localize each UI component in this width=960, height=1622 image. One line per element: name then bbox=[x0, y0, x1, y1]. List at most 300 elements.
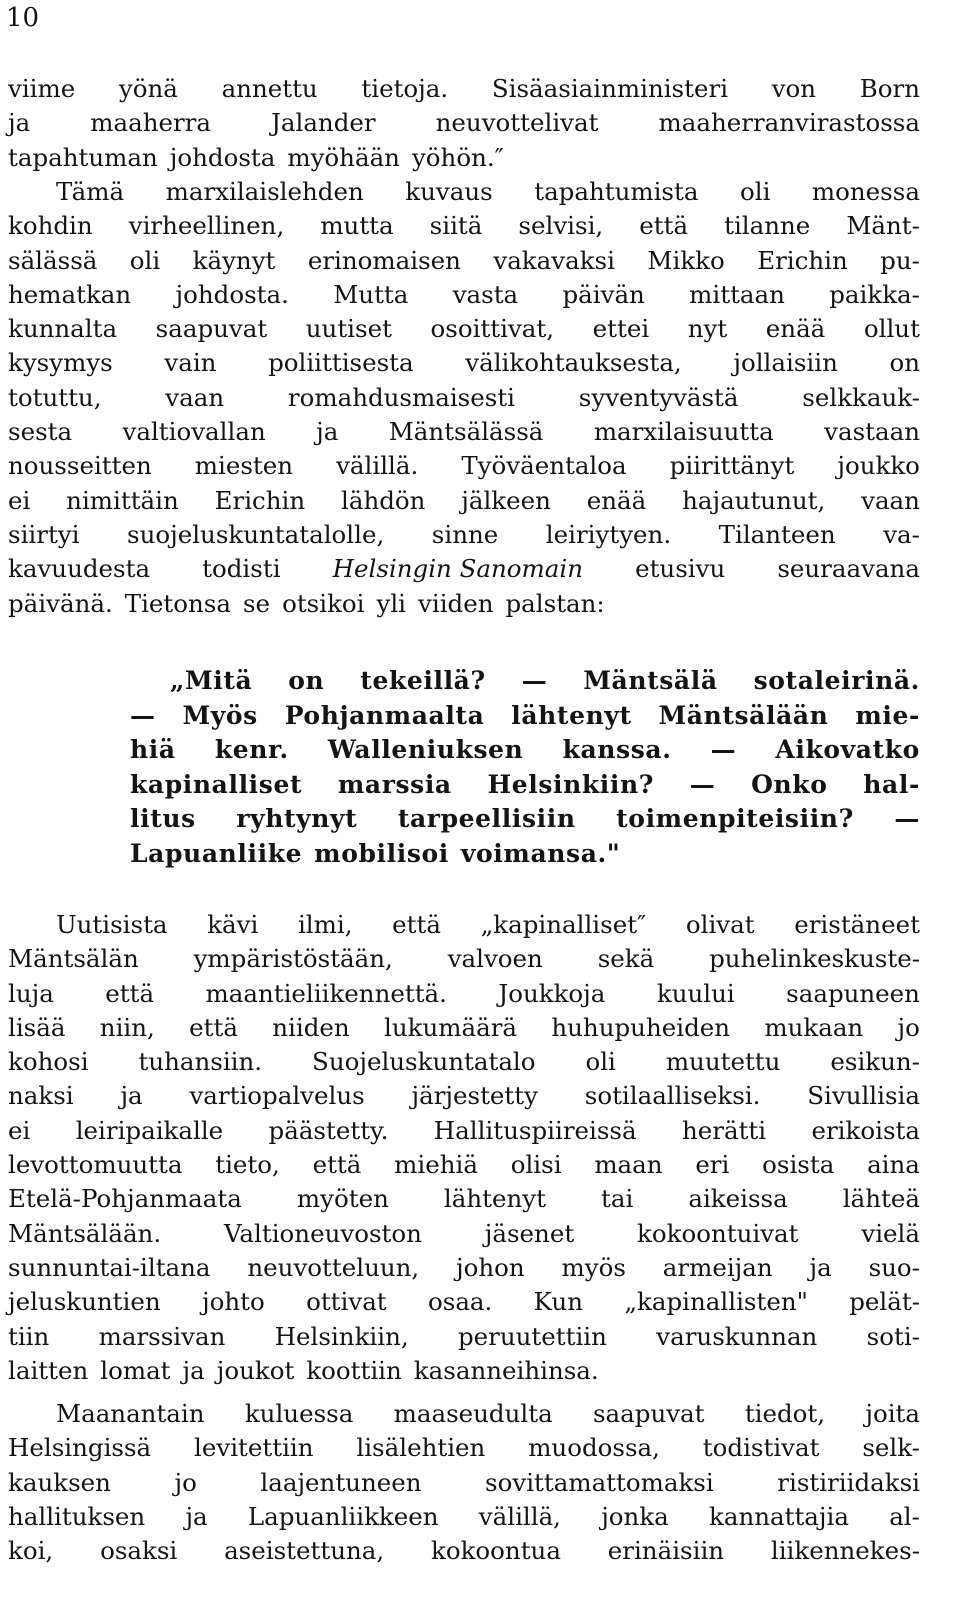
word: otsikoi bbox=[282, 588, 365, 618]
text-line bbox=[8, 1079, 920, 1113]
word: tietoja. bbox=[361, 74, 449, 103]
word: Mäntsälän bbox=[8, 944, 139, 974]
word: Mutta bbox=[333, 279, 409, 309]
word: erinomaisen bbox=[307, 245, 461, 275]
word: jälkeen bbox=[461, 485, 551, 515]
word: kohosi bbox=[8, 1047, 89, 1077]
word: Aikovatko bbox=[775, 735, 920, 764]
word: saapuneen bbox=[786, 978, 920, 1008]
word: ja bbox=[809, 1252, 832, 1282]
word: Tämä bbox=[56, 177, 125, 206]
word: osista bbox=[762, 1150, 835, 1180]
word: huhupuheiden bbox=[551, 1012, 731, 1042]
word: oli bbox=[129, 245, 161, 275]
word: vastaan bbox=[824, 417, 920, 447]
word: selkkauk- bbox=[802, 382, 920, 412]
word: ollut bbox=[863, 314, 920, 344]
word: jonka bbox=[601, 1501, 669, 1531]
word: tieto, bbox=[215, 1150, 280, 1180]
word: monessa bbox=[811, 177, 920, 206]
word: kunnalta bbox=[8, 314, 118, 344]
word: puhelinkeskuste- bbox=[709, 944, 920, 974]
word: maaherra bbox=[90, 108, 212, 138]
text-line bbox=[8, 278, 920, 312]
word: Etelä-Pohjanmaata bbox=[8, 1184, 242, 1214]
word: mobilisoi bbox=[314, 838, 449, 868]
word: jeluskuntien bbox=[8, 1287, 161, 1317]
text-line bbox=[130, 699, 920, 734]
word: johdosta. bbox=[175, 279, 289, 309]
word: jo bbox=[897, 1012, 920, 1042]
word: annettu bbox=[221, 74, 318, 103]
page-number: 10 bbox=[6, 3, 40, 33]
word: aikeissa bbox=[688, 1184, 788, 1214]
word: päivän bbox=[562, 279, 645, 309]
word: romahdusmaisesti bbox=[287, 382, 516, 412]
text-line bbox=[8, 72, 920, 106]
word: ottivat bbox=[306, 1287, 387, 1317]
word: olivat bbox=[685, 910, 755, 939]
word: osoittivat, bbox=[430, 314, 555, 344]
text-line bbox=[8, 106, 920, 140]
word: kävi bbox=[207, 910, 259, 939]
word: — bbox=[689, 769, 716, 799]
word: kohdin bbox=[8, 211, 93, 241]
quoted-headline bbox=[130, 664, 920, 871]
word: enää bbox=[586, 485, 647, 515]
word: yöhön.″ bbox=[411, 142, 504, 172]
word: olisi bbox=[510, 1150, 562, 1180]
word: maaherranvirastossa bbox=[658, 108, 920, 138]
word: tekeillä? bbox=[360, 666, 486, 695]
word: mie- bbox=[855, 700, 920, 730]
word: sinne bbox=[431, 519, 499, 549]
word: jollaisiin bbox=[733, 348, 838, 378]
word: aseistettuna, bbox=[224, 1536, 385, 1566]
word: Jalander bbox=[271, 108, 376, 138]
word: lähdön bbox=[341, 485, 426, 515]
text-line bbox=[8, 1182, 920, 1216]
word: etusivu bbox=[635, 554, 726, 584]
word: vaan bbox=[165, 382, 225, 412]
word: — bbox=[130, 700, 156, 730]
word: että bbox=[105, 978, 155, 1008]
word: hal- bbox=[863, 769, 920, 799]
word: marssia bbox=[337, 769, 452, 799]
text-line bbox=[130, 733, 920, 768]
word: armeijan bbox=[662, 1252, 773, 1282]
word: Valtioneuvoston bbox=[223, 1218, 422, 1248]
word: soti- bbox=[866, 1321, 920, 1351]
word: liikennekes- bbox=[770, 1536, 920, 1566]
word: — bbox=[521, 666, 548, 695]
word: eri bbox=[695, 1150, 730, 1180]
word: vasta bbox=[452, 279, 519, 309]
word: on bbox=[889, 348, 920, 378]
text-line bbox=[8, 977, 920, 1011]
word: vain bbox=[164, 348, 217, 378]
word: jäsenet bbox=[484, 1218, 575, 1248]
word: poliittisesta bbox=[268, 348, 414, 378]
word: Myös bbox=[182, 700, 258, 730]
word: saapuvat bbox=[155, 314, 268, 344]
word: Uutisista bbox=[56, 910, 168, 939]
word: että bbox=[392, 910, 441, 939]
text-line bbox=[8, 1114, 920, 1148]
text-line bbox=[8, 1500, 920, 1534]
word: kuluessa bbox=[244, 1399, 354, 1428]
text-line bbox=[8, 942, 920, 976]
text-line bbox=[8, 1148, 920, 1182]
word: siitä bbox=[429, 211, 483, 241]
text-line bbox=[8, 484, 920, 518]
word: sotaleirinä. bbox=[753, 666, 920, 695]
word: Erichin bbox=[757, 245, 848, 275]
word: kuvaus bbox=[405, 177, 493, 206]
word: piirittänyt bbox=[669, 451, 795, 481]
word: kapinalliset bbox=[130, 769, 303, 799]
word: Mäntsälä bbox=[583, 666, 718, 695]
word: välillä, bbox=[478, 1501, 561, 1531]
word: valvoen bbox=[447, 944, 543, 974]
word: kuului bbox=[656, 978, 735, 1008]
word: Hallituspiireissä bbox=[433, 1115, 637, 1145]
word: kasanneihinsa. bbox=[413, 1355, 599, 1385]
text-line bbox=[8, 1534, 920, 1568]
text-line bbox=[8, 1045, 920, 1079]
word: viiden bbox=[418, 588, 494, 618]
word: ympäristöstään, bbox=[193, 944, 393, 974]
word: totuttu, bbox=[8, 382, 102, 412]
word: Sisäasiainministeri bbox=[491, 74, 729, 103]
word: osaa. bbox=[428, 1287, 493, 1317]
word: kanssa. bbox=[562, 735, 672, 764]
word: neuvottelivat bbox=[435, 108, 599, 138]
word: on bbox=[288, 666, 325, 695]
word: kannattajia bbox=[709, 1501, 849, 1531]
word: naksi bbox=[8, 1081, 74, 1111]
word: levottomuutta bbox=[8, 1150, 183, 1180]
text-line bbox=[8, 1466, 920, 1500]
word: niiden bbox=[272, 1012, 350, 1042]
text-line bbox=[130, 664, 920, 699]
word: Työväentaloa bbox=[461, 451, 627, 481]
word: kokoontua bbox=[430, 1536, 561, 1566]
word: välillä. bbox=[336, 451, 419, 481]
word: seuraavana bbox=[777, 554, 920, 584]
word: lisälehtien bbox=[356, 1433, 486, 1463]
text-line bbox=[8, 415, 920, 449]
word: Walleniuksen bbox=[327, 735, 524, 764]
word: voimansa." bbox=[460, 838, 621, 868]
word: miehiä bbox=[394, 1150, 478, 1180]
word: mukaan bbox=[764, 1012, 864, 1042]
word: ja bbox=[185, 1501, 208, 1531]
word: vaan bbox=[861, 485, 920, 515]
word: esikun- bbox=[830, 1047, 920, 1077]
word: suojeluskuntatalolle, bbox=[127, 519, 385, 549]
word: varuskunnan bbox=[656, 1321, 818, 1351]
word: joukko bbox=[837, 451, 920, 481]
word: se bbox=[242, 588, 271, 618]
text-line bbox=[130, 802, 920, 837]
text-line bbox=[8, 141, 920, 175]
word: eristäneet bbox=[794, 910, 920, 939]
text-line bbox=[8, 312, 920, 346]
word: Pohjanmaalta bbox=[284, 700, 485, 730]
word: ei bbox=[8, 1115, 31, 1145]
word: suo- bbox=[868, 1252, 920, 1282]
word: nousseitten bbox=[8, 451, 152, 481]
word: luja bbox=[8, 978, 54, 1008]
word: ettei bbox=[592, 314, 650, 344]
word: kysymys bbox=[8, 348, 113, 378]
text-line bbox=[8, 244, 920, 278]
word: Erichin bbox=[214, 485, 306, 515]
word: Lapuanliikkeen bbox=[247, 1501, 439, 1531]
word: Born bbox=[859, 74, 920, 103]
paragraph-4 bbox=[8, 1397, 920, 1568]
text-line bbox=[8, 1431, 920, 1465]
word: päivänä. bbox=[8, 588, 113, 618]
word: koi, bbox=[8, 1536, 54, 1566]
word: uutiset bbox=[305, 314, 392, 344]
word: oli bbox=[739, 177, 771, 206]
text-line bbox=[8, 1354, 920, 1388]
paragraph-1 bbox=[8, 72, 920, 175]
word: kauksen bbox=[8, 1467, 111, 1497]
word: sunnuntai-iltana bbox=[8, 1252, 211, 1282]
word: että bbox=[639, 211, 689, 241]
word: sälässä bbox=[8, 245, 98, 275]
word: peruutettiin bbox=[457, 1321, 607, 1351]
word: sesta bbox=[8, 417, 73, 447]
word: selvisi, bbox=[518, 211, 604, 241]
word: niin, bbox=[99, 1012, 155, 1042]
word: mutta bbox=[320, 211, 394, 241]
word: Suojeluskuntatalo bbox=[312, 1047, 536, 1077]
word: aina bbox=[867, 1150, 920, 1180]
word: mittaan bbox=[689, 279, 785, 309]
word: tilanne bbox=[724, 211, 811, 241]
paragraph-2 bbox=[8, 175, 920, 621]
word: tiin bbox=[8, 1321, 50, 1351]
word: Lapuanliike bbox=[130, 838, 303, 868]
word: Helsingissä bbox=[8, 1433, 152, 1463]
word: hajautunut, bbox=[682, 485, 826, 515]
word: litus bbox=[130, 804, 196, 833]
word: maan bbox=[594, 1150, 663, 1180]
word: että bbox=[312, 1150, 362, 1180]
word: ilmi, bbox=[297, 910, 353, 939]
word: Tilanteen bbox=[718, 519, 836, 549]
word: hematkan bbox=[8, 279, 132, 309]
word: yönä bbox=[118, 74, 178, 103]
text-line bbox=[8, 1285, 920, 1319]
word: Mänt- bbox=[846, 211, 920, 241]
word: myös bbox=[561, 1252, 626, 1282]
word: marssivan bbox=[98, 1321, 226, 1351]
word: „kapinalliset″ bbox=[480, 910, 647, 939]
word: myöhään bbox=[287, 142, 400, 172]
word: sovittamattomaksi bbox=[485, 1467, 714, 1497]
word: enää bbox=[765, 314, 826, 344]
word: laajentuneen bbox=[260, 1467, 422, 1497]
word: vartiopalvelus bbox=[189, 1081, 365, 1111]
word: hallituksen bbox=[8, 1501, 146, 1531]
word: pu- bbox=[880, 245, 920, 275]
word: sekä bbox=[597, 944, 655, 974]
word: selk- bbox=[862, 1433, 920, 1463]
word: johon bbox=[456, 1252, 525, 1282]
word: al- bbox=[889, 1501, 920, 1531]
word: kenr. bbox=[214, 735, 289, 764]
word: oli bbox=[585, 1047, 616, 1077]
word: käynyt bbox=[192, 245, 276, 275]
word: että bbox=[189, 1012, 238, 1042]
word: lähtenyt bbox=[511, 700, 632, 730]
text-line bbox=[8, 1320, 920, 1354]
text-line bbox=[8, 1011, 920, 1045]
word: Onko bbox=[751, 769, 828, 799]
word: Helsinkiin? bbox=[487, 769, 655, 799]
word: tai bbox=[601, 1184, 634, 1214]
word: kavuudesta bbox=[8, 554, 151, 584]
word: lisää bbox=[8, 1012, 66, 1042]
text-line bbox=[8, 175, 920, 209]
word: tiedot, bbox=[744, 1399, 826, 1428]
word: palstan: bbox=[505, 588, 605, 618]
word: Mäntsälässä bbox=[388, 417, 544, 447]
paragraph-3 bbox=[8, 908, 920, 1388]
text-line bbox=[8, 1251, 920, 1285]
text-line bbox=[8, 1217, 920, 1251]
word: miesten bbox=[194, 451, 294, 481]
word: ja bbox=[8, 108, 31, 138]
word: johdosta bbox=[169, 142, 276, 172]
word: „kapinallisten" bbox=[624, 1287, 808, 1317]
word: ristiriidaksi bbox=[777, 1467, 920, 1497]
word: erinäisiin bbox=[607, 1536, 725, 1566]
word: Mäntsälään. bbox=[8, 1218, 162, 1248]
word: viime bbox=[8, 74, 76, 103]
word: neuvotteluun, bbox=[247, 1252, 420, 1282]
word: laitten bbox=[8, 1355, 89, 1385]
word: — bbox=[894, 804, 920, 833]
word: — bbox=[710, 735, 737, 764]
word: päästetty. bbox=[268, 1115, 389, 1145]
word: Joukkoja bbox=[498, 978, 606, 1008]
word: joita bbox=[865, 1399, 920, 1428]
word: todisti bbox=[202, 554, 281, 584]
word: muodossa, bbox=[528, 1433, 660, 1463]
word: maantieliikennettä. bbox=[205, 978, 447, 1008]
word: von bbox=[771, 74, 817, 103]
word: tapahtumista bbox=[534, 177, 699, 206]
word: järjestetty bbox=[411, 1081, 538, 1111]
word: paikka- bbox=[829, 279, 920, 309]
word: ei bbox=[8, 485, 31, 515]
word: syventyvästä bbox=[578, 382, 739, 412]
word: kokoontuivat bbox=[637, 1218, 799, 1248]
word: tarpeellisiin bbox=[397, 804, 576, 833]
word: levitettiin bbox=[194, 1433, 314, 1463]
text-line bbox=[8, 587, 920, 621]
text-line bbox=[130, 837, 920, 872]
word: Mäntsälään bbox=[658, 700, 829, 730]
word: yli bbox=[376, 588, 407, 618]
text-line bbox=[8, 518, 920, 552]
word: vielä bbox=[861, 1218, 920, 1248]
word: maaseudulta bbox=[393, 1399, 553, 1428]
word: ja bbox=[316, 417, 339, 447]
word: erikoista bbox=[811, 1115, 920, 1145]
word: marxilaisuutta bbox=[593, 417, 774, 447]
word: jo bbox=[174, 1467, 197, 1497]
word: „Mitä bbox=[170, 666, 253, 695]
word: sotilaalliseksi. bbox=[584, 1081, 761, 1111]
word: ryhtynyt bbox=[236, 804, 358, 833]
word: leiripaikalle bbox=[75, 1115, 224, 1145]
word: herätti bbox=[681, 1115, 767, 1145]
text-line bbox=[8, 381, 920, 415]
word: valtiovallan bbox=[122, 417, 266, 447]
word: virheellinen, bbox=[128, 211, 285, 241]
word: lähtenyt bbox=[443, 1184, 546, 1214]
word: hiä bbox=[130, 735, 176, 764]
word: Helsinkiin, bbox=[274, 1321, 409, 1351]
word: todistivat bbox=[702, 1433, 820, 1463]
word: Mikko bbox=[647, 245, 725, 275]
word: myöten bbox=[296, 1184, 389, 1214]
text-line bbox=[8, 1397, 920, 1431]
newspaper-title: Helsingin Sanomain bbox=[332, 554, 583, 584]
word: pelät- bbox=[849, 1287, 920, 1317]
word: koottiin bbox=[306, 1355, 402, 1385]
word: joukot bbox=[216, 1355, 295, 1385]
text-line bbox=[8, 552, 920, 586]
word: ja bbox=[120, 1081, 143, 1111]
word: va- bbox=[883, 519, 920, 549]
word: lähteä bbox=[842, 1184, 920, 1214]
word: välikohtauksesta, bbox=[465, 348, 682, 378]
word: johto bbox=[202, 1287, 265, 1317]
word: saapuvat bbox=[592, 1399, 705, 1428]
text-line bbox=[8, 908, 920, 942]
word: lomat bbox=[100, 1355, 171, 1385]
text-line bbox=[8, 209, 920, 243]
word: nyt bbox=[687, 314, 728, 344]
word: nimittäin bbox=[66, 485, 179, 515]
word: Tietonsa bbox=[124, 588, 231, 618]
word: Maanantain bbox=[56, 1399, 205, 1428]
word: osaksi bbox=[100, 1536, 178, 1566]
word: Sivullisia bbox=[807, 1081, 920, 1111]
word: ja bbox=[182, 1355, 205, 1385]
text-line bbox=[8, 346, 920, 380]
text-line bbox=[8, 449, 920, 483]
word: leiriytyen. bbox=[545, 519, 672, 549]
text-line bbox=[130, 768, 920, 803]
word: vakavaksi bbox=[493, 245, 615, 275]
word: Kun bbox=[533, 1287, 583, 1317]
word: siirtyi bbox=[8, 519, 80, 549]
word: lukumäärä bbox=[384, 1012, 518, 1042]
word: tuhansiin. bbox=[138, 1047, 263, 1077]
word: toimenpiteisiin? bbox=[616, 804, 854, 833]
word: muutettu bbox=[665, 1047, 781, 1077]
word: tapahtuman bbox=[8, 142, 158, 172]
